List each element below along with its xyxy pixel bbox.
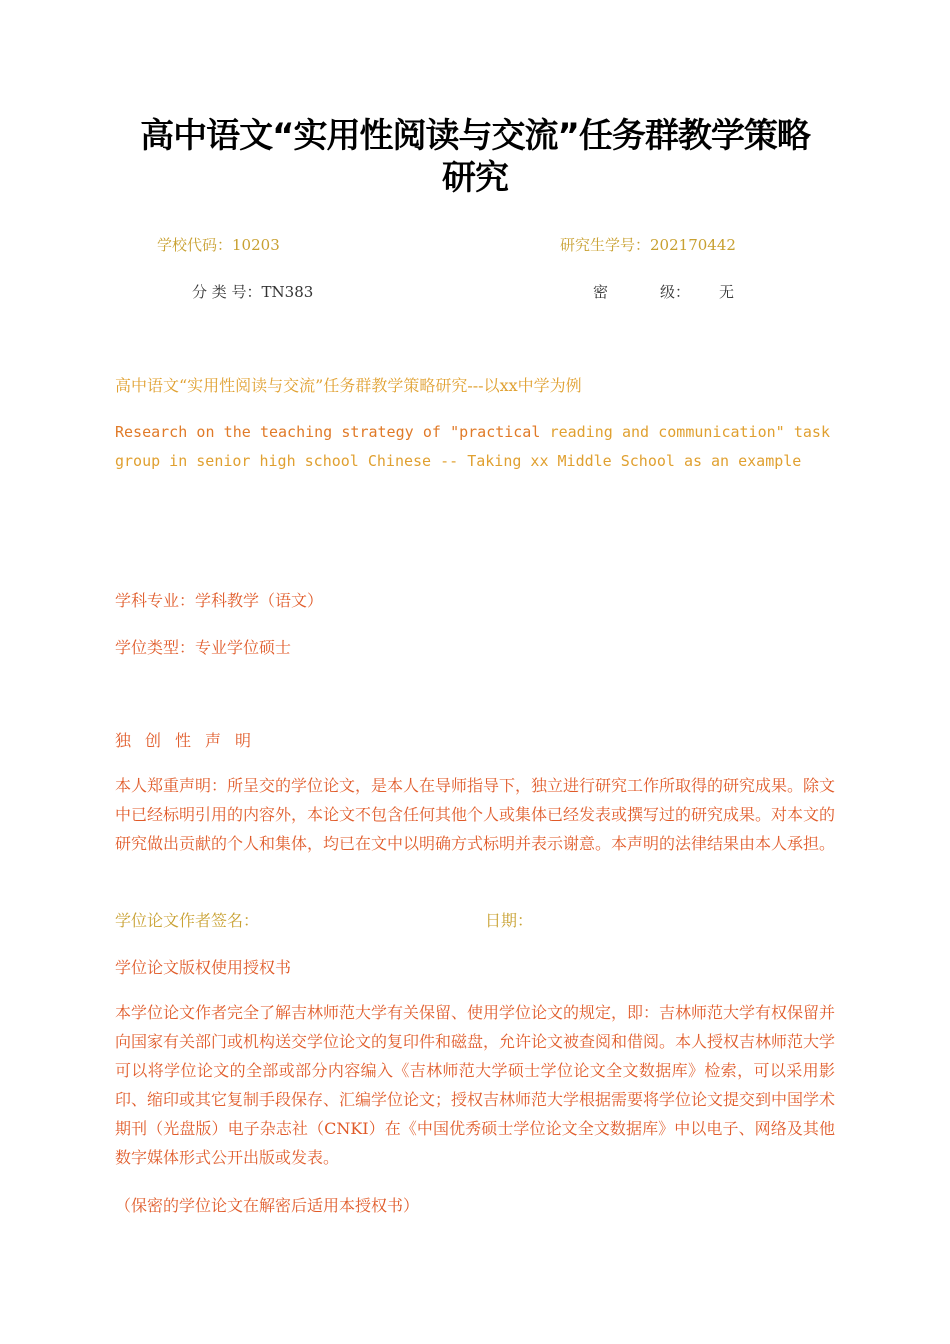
- declaration-heading: 独创性声明: [115, 731, 266, 750]
- declaration-body: 本人郑重声明：所呈交的学位论文，是本人在导师指导下，独立进行研究工作所取得的研究成果。除文中已经标明引用的内容外，本论文不包含任何其他个人或集体已经发表或撰写过的研究成果。对本文的研究做出贡献的个人和集体，均已在文中以明确方式标明并表示谢意。本声明的法律结果由本人承担。: [115, 776, 836, 853]
- thesis-title-en: [115, 418, 830, 476]
- page-title-line-1: 高中语文“实用性阅读与交流”任务群教学策略: [140, 116, 810, 156]
- secret-level-label-1: 密: [593, 283, 609, 301]
- author-signature-label: 学位论文作者签名：: [115, 911, 260, 930]
- page-title-line-2: 研究: [442, 158, 508, 198]
- school-code-label: 学校代码：: [157, 236, 233, 254]
- student-id-label: 研究生学号：: [560, 236, 651, 254]
- major-field: 学科专业：学科教学（语文）: [115, 591, 324, 610]
- authorization-heading: 学位论文版权使用授权书: [115, 958, 292, 977]
- student-id: [560, 234, 736, 255]
- classification-label: 分 类 号：: [192, 283, 262, 301]
- secret-level-label-2: 级：: [660, 283, 691, 301]
- school-code: [157, 234, 280, 255]
- thesis-title-en-part-1: Research on the teaching strategy of "practical: [115, 423, 541, 441]
- school-code-value: 10203: [232, 236, 280, 254]
- degree-type-field: 学位类型：专业学位硕士: [115, 638, 292, 657]
- thesis-title-zh: 高中语文“实用性阅读与交流”任务群教学策略研究---以xx中学为例: [115, 376, 582, 395]
- thesis-title-en-part-2: reading and communication" task group in senior high school Chinese -- Taking xx Middle School as an example: [115, 423, 830, 470]
- authorization-body: 本学位论文作者完全了解吉林师范大学有关保留、使用学位论文的规定，即：吉林师范大学有权保留并向国家有关部门或机构送交学位论文的复印件和磁盘，允许论文被查阅和借阅。本人授权吉林师范大学可以将学位论文的全部或部分内容编入《吉林师范大学硕士学位论文全文数据库》检索，可以采用影印、缩印或其它复制手段保存、汇编学位论文；授权吉林师范大学根据需要将学位论文提交到中国学术期刊（光盘版）电子杂志社（CNKI）在《中国优秀硕士学位论文全文数据库》中以电子、网络及其他数字媒体形式公开出版或发表。: [115, 1003, 836, 1167]
- authorization-note: （保密的学位论文在解密后适用本授权书）: [115, 1196, 420, 1215]
- classification-value: TN383: [261, 283, 314, 301]
- student-id-value: 202170442: [650, 236, 736, 254]
- secret-level-value: 无: [719, 283, 735, 301]
- date-label: 日期：: [485, 911, 534, 930]
- classification-number: [192, 281, 313, 302]
